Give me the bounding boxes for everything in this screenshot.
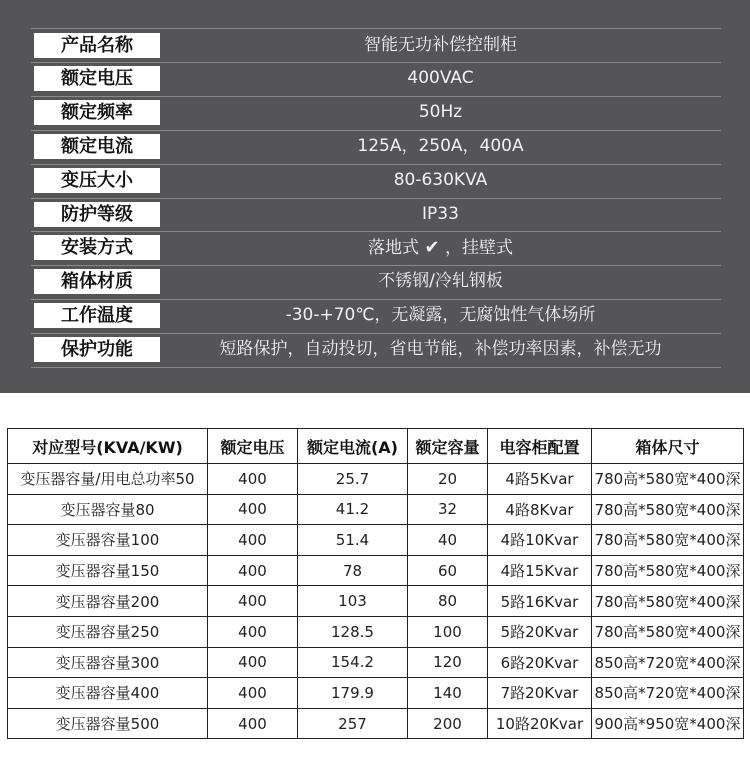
table-cell: 变压器容量250 [8,616,208,647]
model-table [7,428,744,739]
column-header-capacity: 额定容量 [408,429,488,464]
spec-value [160,232,721,263]
table-cell: 变压器容量/用电总功率50 [8,464,208,495]
spec-value: 50Hz [418,102,463,122]
table-cell: 400 [208,616,298,647]
table-row [8,708,744,739]
spec-label: 箱体材质 [34,269,160,294]
divider [31,367,721,368]
table-cell: 400 [208,586,298,617]
table-cell: 变压器容量300 [8,647,208,678]
table-row [8,616,744,647]
column-header-configuration: 电容柜配置 [488,429,592,464]
table-row [8,555,744,586]
table-cell: 257 [298,708,408,739]
spec-label: 变压大小 [34,168,160,193]
table-row [8,647,744,678]
column-header-voltage: 额定电压 [208,429,298,464]
check-icon: ✔ [424,237,440,258]
spec-label: 产品名称 [34,33,160,58]
table-row [8,678,744,709]
table-cell: 变压器容量400 [8,678,208,709]
table-row [8,586,744,617]
table-cell: 400 [208,647,298,678]
spec-row-product-name [31,30,721,61]
table-cell: 51.4 [298,525,408,556]
table-cell: 5路20Kvar [488,616,592,647]
table-header-row [8,429,744,464]
table-cell: 78 [298,555,408,586]
spec-row-rated-frequency [31,97,721,128]
table-cell: 6路20Kvar [488,647,592,678]
spec-value: 短路保护，自动投切，省电节能，补偿功率因素，补偿无功 [219,339,662,359]
table-row [8,464,744,495]
table-cell: 400 [208,464,298,495]
table-cell: 4路15Kvar [488,555,592,586]
spec-label: 额定电流 [34,134,160,159]
table-cell: 400 [208,555,298,586]
divider [31,28,721,29]
table-cell: 120 [408,647,488,678]
table-cell: 7路20Kvar [488,678,592,709]
table-cell: 179.9 [298,678,408,709]
table-cell: 400 [208,678,298,709]
table-cell: 200 [408,708,488,739]
spec-label: 保护功能 [34,337,160,362]
table-cell: 80 [408,586,488,617]
spec-value: 125A，250A，400A [357,136,524,156]
table-cell: 4路10Kvar [488,525,592,556]
table-cell: 400 [208,494,298,525]
table-cell: 103 [298,586,408,617]
spec-value: -30-+70℃，无凝露，无腐蚀性气体场所 [285,305,596,325]
spec-row-enclosure-material [31,266,721,297]
table-cell: 32 [408,494,488,525]
table-cell: 变压器容量200 [8,586,208,617]
table-cell: 400 [208,525,298,556]
table-cell: 4路5Kvar [488,464,592,495]
spec-row-rated-voltage [31,63,721,94]
table-cell: 780高*580宽*400深 [592,555,744,586]
table-cell: 900高*950宽*400深 [592,708,744,739]
table-cell: 154.2 [298,647,408,678]
table-cell: 25.7 [298,464,408,495]
spec-label: 额定电压 [34,66,160,91]
table-cell: 5路16Kvar [488,586,592,617]
table-cell: 变压器容量500 [8,708,208,739]
table-cell: 60 [408,555,488,586]
table-cell: 400 [208,708,298,739]
spec-value: IP33 [422,204,459,224]
spec-value: 400VAC [407,68,474,88]
table-cell: 780高*580宽*400深 [592,464,744,495]
spec-label: 额定频率 [34,100,160,125]
spec-value-part: ，挂壁式 [444,238,513,258]
table-cell: 变压器容量80 [8,494,208,525]
spec-row-rated-current [31,131,721,162]
table-cell: 850高*720宽*400深 [592,678,744,709]
table-cell: 780高*580宽*400深 [592,525,744,556]
table-cell: 850高*720宽*400深 [592,647,744,678]
spec-label: 安装方式 [34,235,160,260]
spec-row-protection-functions [31,334,721,365]
spec-label: 防护等级 [34,202,160,227]
table-cell: 780高*580宽*400深 [592,494,744,525]
table-cell: 780高*580宽*400深 [592,586,744,617]
spec-value: 智能无功补偿控制柜 [364,35,517,55]
spec-row-installation [31,232,721,263]
spec-row-transformer-size [31,165,721,196]
table-cell: 4路8Kvar [488,494,592,525]
spec-value: 80-630KVA [393,170,488,190]
column-header-model: 对应型号(KVA/KW) [8,429,208,464]
spec-value: 不锈钢/冷轧钢板 [378,271,503,291]
table-row [8,494,744,525]
table-cell: 40 [408,525,488,556]
table-cell: 变压器容量150 [8,555,208,586]
table-cell: 128.5 [298,616,408,647]
spec-value-part: 落地式 [368,238,420,258]
spec-row-operating-temperature [31,300,721,331]
spec-row-protection-level [31,199,721,230]
table-cell: 变压器容量100 [8,525,208,556]
table-cell: 41.2 [298,494,408,525]
table-cell: 780高*580宽*400深 [592,616,744,647]
table-cell: 20 [408,464,488,495]
table-cell: 100 [408,616,488,647]
table-cell: 10路20Kvar [488,708,592,739]
table-row [8,525,744,556]
column-header-current: 额定电流(A) [298,429,408,464]
column-header-dimensions: 箱体尺寸 [592,429,744,464]
table-cell: 140 [408,678,488,709]
spec-label: 工作温度 [34,303,160,328]
